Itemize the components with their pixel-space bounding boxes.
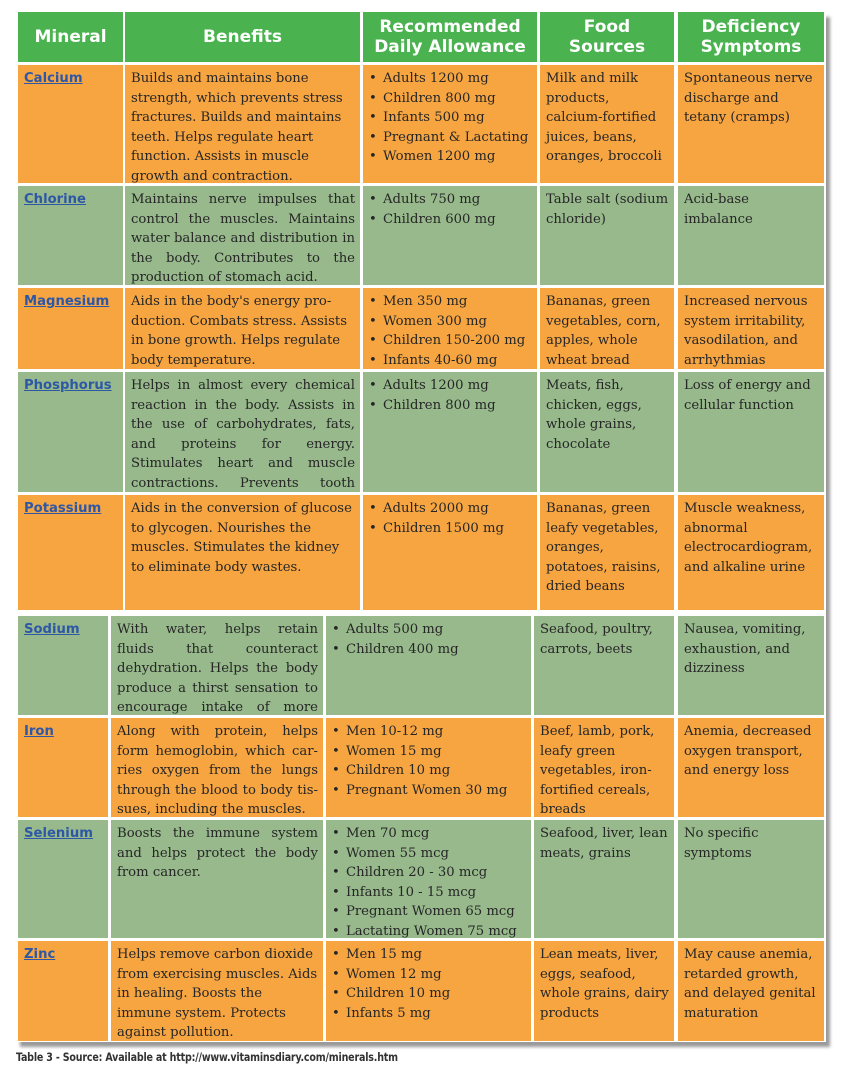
cell-benefits	[111, 718, 323, 817]
sources-text: Bananas, green leafy vegetables, oranges, potatoes, raisins, dried beans	[546, 501, 661, 595]
cell-sources	[540, 495, 674, 610]
rda-item: • Pregnant Women 30 mg	[332, 781, 526, 801]
deficiency-text: Spontaneous nerve discharge and tetany (cramps)	[684, 71, 813, 126]
table-row	[16, 288, 826, 369]
rda-item: • Men 10-12 mg	[332, 722, 526, 742]
header-sources-label: Food Sources	[568, 17, 646, 57]
deficiency-text: Acid-base imbalance	[684, 192, 753, 227]
mineral-link[interactable]: Selenium	[24, 826, 93, 841]
benefits-text: Helps remove carbon dioxide from exercising muscles. Aids in healing. Boosts the immune system. Protects against pollution.	[117, 947, 318, 1041]
cell-deficiency	[678, 372, 824, 492]
mineral-link[interactable]: Magnesium	[24, 294, 110, 309]
header-mineral-label: Mineral	[34, 27, 107, 47]
header-deficiency-line1: Deficiency	[701, 17, 801, 37]
sources-text: Bananas, green vegetables, corn, apples, whole wheat bread	[546, 294, 661, 368]
rda-item: • Infants 10 - 15 mcg	[332, 883, 526, 903]
cell-rda	[326, 941, 531, 1041]
rda-item: • Women 1200 mg	[369, 147, 532, 167]
cell-rda	[363, 65, 537, 183]
sources-text: Beef, lamb, pork, leafy green vegetables, iron-fortified cereals, breads	[540, 724, 655, 817]
mineral-link[interactable]: Calcium	[24, 71, 83, 86]
cell-benefits	[125, 495, 360, 610]
sources-text: Table salt (sodium chloride)	[546, 192, 669, 227]
header-rda	[363, 12, 537, 62]
rda-item: • Men 15 mg	[332, 945, 526, 965]
cell-deficiency	[678, 186, 824, 285]
rda-item: • Children 600 mg	[369, 210, 532, 230]
rda-item: • Infants 5 mg	[332, 1004, 526, 1024]
sources-text: Lean meats, liver, eggs, seafood, whole grains, dairy products	[540, 947, 669, 1021]
cell-sources	[540, 186, 674, 285]
cell-rda	[363, 186, 537, 285]
benefits-text: Boosts the immune system and helps protect the body from cancer.	[117, 826, 318, 881]
sources-text: Milk and milk products, calcium-fortified juices, beans, oranges, broccoli	[546, 71, 662, 165]
cell-sources	[534, 616, 674, 715]
rda-item: • Infants 500 mg	[369, 108, 532, 128]
rda-item: • Children 1500 mg	[369, 519, 532, 539]
rda-list	[332, 824, 526, 938]
rda-item: • Pregnant & Lactating	[369, 128, 532, 148]
cell-rda	[326, 616, 531, 715]
mineral-link[interactable]: Potassium	[24, 501, 102, 516]
rda-item: • Women 55 mcg	[332, 844, 526, 864]
minerals-table	[16, 12, 826, 1042]
cell-rda	[363, 288, 537, 369]
cell-benefits	[125, 372, 360, 492]
cell-mineral	[18, 718, 108, 817]
deficiency-text: Nausea, vomiting, exhaustion, and dizziness	[684, 622, 806, 677]
benefits-text: Aids in the conversion of glucose to glycogen. Nourishes the muscles. Stimulates the kidney to eliminate body wastes.	[131, 501, 352, 575]
table-row	[16, 186, 826, 285]
cell-sources	[534, 718, 674, 817]
deficiency-text: Increased nervous system irritability, vasodilation, and arrhythmias	[684, 294, 808, 368]
table-row	[16, 372, 826, 492]
header-sources	[540, 12, 674, 62]
rda-item: • Women 12 mg	[332, 965, 526, 985]
table-row	[16, 616, 826, 715]
header-row	[16, 12, 826, 62]
mineral-link[interactable]: Zinc	[24, 947, 56, 962]
mineral-link[interactable]: Sodium	[24, 622, 80, 637]
cell-benefits	[111, 616, 323, 715]
cell-mineral	[18, 616, 108, 715]
deficiency-text: Anemia, decreased oxygen transport, and energy loss	[684, 724, 812, 779]
cell-benefits	[111, 941, 323, 1041]
rda-list	[369, 499, 532, 538]
cell-sources	[540, 372, 674, 492]
rda-item: • Adults 2000 mg	[369, 499, 532, 519]
rda-item: • Children 800 mg	[369, 396, 532, 416]
cell-deficiency	[678, 288, 824, 369]
benefits-text: Builds and maintains bone strength, which prevents stress fractures. Builds and maintains teeth. Helps regulate heart function. Assists in muscle growth and contraction.	[131, 71, 343, 183]
table-caption: Table 3 - Source: Available at http://www.vitaminsdiary.com/minerals.htm	[16, 1050, 398, 1064]
sources-text: Meats, fish, chicken, eggs, whole grains, chocolate	[546, 378, 642, 452]
mineral-link[interactable]: Chlorine	[24, 192, 87, 207]
rda-item: • Children 150-200 mg	[369, 331, 532, 351]
rda-item: • Women 300 mg	[369, 312, 532, 332]
cell-benefits	[111, 820, 323, 938]
rda-list	[369, 69, 532, 167]
rda-item: • Children 800 mg	[369, 89, 532, 109]
header-benefits-label: Benefits	[203, 27, 282, 47]
rda-item: • Adults 1200 mg	[369, 69, 532, 89]
cell-rda	[326, 820, 531, 938]
rda-list	[332, 722, 526, 800]
cell-benefits	[125, 288, 360, 369]
rda-list	[369, 292, 532, 369]
cell-deficiency	[678, 941, 824, 1041]
header-deficiency-line2: Symptoms	[700, 37, 802, 57]
cell-sources	[534, 820, 674, 938]
header-mineral	[18, 12, 123, 62]
deficiency-text: May cause anemia, retarded growth, and delayed genital maturation	[684, 947, 816, 1021]
cell-benefits	[125, 65, 360, 183]
deficiency-text: No specific symptoms	[684, 826, 759, 861]
rda-item: • Pregnant Women 65 mcg	[332, 902, 526, 922]
cell-sources	[540, 288, 674, 369]
benefits-text: Aids in the body's energy pro-duction. Combats stress. Assists in bone growth. Helps regulate body temperature.	[131, 294, 347, 368]
rda-item: • Children 10 mg	[332, 761, 526, 781]
rda-item: • Adults 750 mg	[369, 190, 532, 210]
benefits-text: Maintains nerve impulses that control the muscles. Maintains water balance and distribution in the body. Contributes to the production of stomach acid.	[131, 192, 355, 285]
rda-item: • Children 400 mg	[332, 640, 526, 660]
header-rda-line2: Daily Allowance	[374, 37, 526, 57]
rda-item: • Women 15 mg	[332, 742, 526, 762]
cell-deficiency	[678, 820, 824, 938]
header-rda-line1: Recommended	[379, 17, 521, 37]
sources-text: Seafood, poultry, carrots, beets	[540, 622, 653, 657]
rda-item: • Infants 40-60 mg	[369, 351, 532, 369]
rda-item: • Lactating Women 75 mcg	[332, 922, 526, 938]
rda-list	[369, 190, 532, 229]
header-deficiency	[678, 12, 824, 62]
cell-mineral	[18, 288, 123, 369]
mineral-link[interactable]: Iron	[24, 724, 54, 739]
cell-deficiency	[678, 495, 824, 610]
deficiency-text: Muscle weakness, abnormal electrocardiogram, and alkaline urine	[684, 501, 813, 575]
table-row	[16, 65, 826, 183]
benefits-text: Helps in almost every chemical reaction in the body. Assists in the use of carbohydrates, fats, and proteins for energy. Stimulates heart and muscle contractions. Prevents tooth	[131, 378, 355, 491]
benefits-text: With water, helps retain fluids that counteract dehydration. Helps the body produce a thirst sensation to encourage intake of more	[117, 622, 318, 715]
cell-mineral	[18, 186, 123, 285]
cell-sources	[534, 941, 674, 1041]
cell-mineral	[18, 65, 123, 183]
rda-item: • Children 10 mg	[332, 984, 526, 1004]
rda-item: • Adults 1200 mg	[369, 376, 532, 396]
cell-mineral	[18, 941, 108, 1041]
rda-item: • Children 20 - 30 mcg	[332, 863, 526, 883]
sources-text: Seafood, liver, lean meats, grains	[540, 826, 668, 861]
table-row	[16, 820, 826, 938]
cell-mineral	[18, 372, 123, 492]
cell-rda	[363, 372, 537, 492]
cell-sources	[540, 65, 674, 183]
rda-list	[369, 376, 532, 415]
rda-item: • Adults 500 mg	[332, 620, 526, 640]
cell-benefits	[125, 186, 360, 285]
cell-mineral	[18, 495, 123, 610]
table-row	[16, 495, 826, 610]
cell-deficiency	[678, 65, 824, 183]
benefits-text: Along with protein, helps form hemoglobin, which car-ries oxygen from the lungs through the blood to body tis-sues, including the muscles.	[117, 724, 318, 817]
deficiency-text: Loss of energy and cellular function	[684, 378, 811, 413]
rda-item: • Men 70 mcg	[332, 824, 526, 844]
mineral-link[interactable]: Phosphorus	[24, 378, 112, 393]
table-row	[16, 941, 826, 1041]
rda-list	[332, 945, 526, 1023]
rda-item: • Men 350 mg	[369, 292, 532, 312]
cell-rda	[363, 495, 537, 610]
header-benefits	[125, 12, 360, 62]
rda-list	[332, 620, 526, 659]
cell-mineral	[18, 820, 108, 938]
table-row	[16, 718, 826, 817]
cell-deficiency	[678, 718, 824, 817]
cell-rda	[326, 718, 531, 817]
cell-deficiency	[678, 616, 824, 715]
